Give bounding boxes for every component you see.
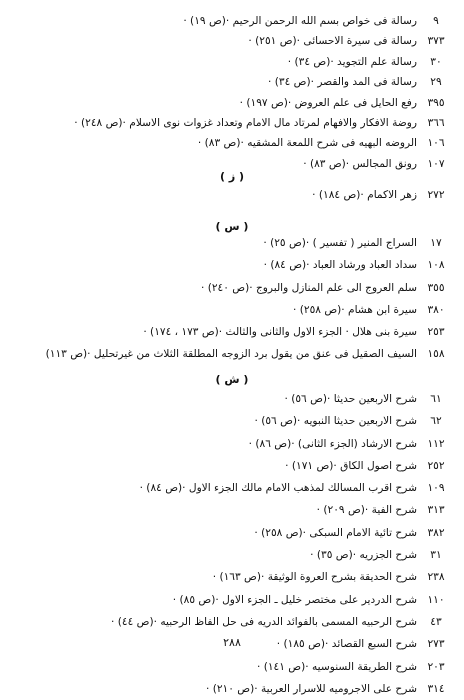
section-zay: [0, 184, 464, 206]
entry-title: السيف الصقيل فى عنق من يقول برد الزوجه المطلقة الثلاث من غيرتحليل ·(ص ١١٣): [45, 348, 417, 361]
index-entry: [0, 277, 464, 299]
section-heading: ( ز ): [219, 170, 245, 183]
index-entry: [0, 611, 464, 633]
index-entry: [0, 678, 464, 700]
index-entry: [0, 589, 464, 611]
entry-number: ٢٧٢: [427, 189, 445, 201]
index-entry: [0, 410, 464, 432]
entry-number: ٣٧٣: [427, 35, 445, 48]
index-entry: [0, 455, 464, 477]
entry-number: ٢٩: [430, 76, 442, 89]
index-entry: [0, 52, 464, 72]
entry-title: شرح الدردير على مختصر خليل ـ الجزء الاول ·(ص ٨٥) ·: [172, 593, 417, 606]
index-entry: [0, 11, 464, 31]
entry-title: سداد العباد ورشاد العباد ·(ص ٨٤) ·: [263, 259, 417, 272]
entry-title: رسالة فى سيرة الاحسائى ·(ص ٢٥١) ·: [248, 35, 417, 48]
index-entry: [0, 522, 464, 544]
entry-number: ٣٨٠: [427, 303, 445, 316]
entry-title: رسالة علم التجويد ·(ص ٣٤) ·: [287, 55, 417, 68]
index-entry: [0, 254, 464, 276]
entry-title: شرح على الاجروميه للاسرار العربية ·(ص ٢١٠) ·: [205, 682, 417, 695]
entry-number: ٦١: [430, 393, 442, 405]
entry-number: ٣١: [430, 549, 442, 562]
entry-title: رسالة فى المد والقصر ·(ص ٣٤) ·: [268, 76, 417, 89]
index-entry: [0, 343, 464, 365]
entry-title: شرح الارشاد (الجزء الثانى) ·(ص ٨٦) ·: [248, 437, 417, 450]
entry-number: ١٠٩: [427, 482, 445, 495]
entry-title: شرح اصول الكاق ·(ص ١٧١) ·: [285, 459, 417, 472]
entry-number: ١١٠: [427, 593, 445, 606]
index-entry: [0, 499, 464, 521]
entry-title: رسالة فى خواص بسم الله الرحمن الرحيم ·(ص ١٩) ·: [183, 15, 417, 27]
entry-title: شرح السبع القصائد ·(ص ١٨٥) ·: [276, 638, 417, 651]
entry-number: ١٥٨: [427, 348, 445, 361]
entry-title: شرح الجزريه ·(ص ٣٥) ·: [310, 549, 417, 562]
entry-number: ٦٢: [430, 415, 442, 428]
index-entry: [0, 477, 464, 499]
entry-title: الروضه البهيه فى شرح اللمعة المشقيه ·(ص ٨٣) ·: [197, 137, 417, 150]
entry-number: ٣٥٥: [427, 281, 445, 294]
section-heading: ( ش ): [215, 373, 249, 386]
entry-title: شرح الفية ·(ص ٢٠٩) ·: [316, 504, 417, 517]
entry-number: ٣٩٥: [427, 96, 445, 109]
entry-number: ٢٥٢: [427, 459, 445, 472]
index-entry: [0, 113, 464, 133]
entry-title: شرح تائية الامام السبكى ·(ص ٢٥٨) ·: [254, 526, 417, 539]
index-entry: [0, 566, 464, 588]
entry-number: ٣٠: [430, 55, 442, 68]
page-number: ٢٨٨: [223, 636, 241, 649]
index-entry: [0, 433, 464, 455]
index-entry: [0, 656, 464, 678]
entry-title: شرح الرحبيه المسمى بالفوائد الدريه فى حل الفاظ الرحبيه ·(ص ٤٤) ·: [111, 615, 417, 628]
section-sin: [0, 232, 464, 366]
entry-number: ٣٨٢: [427, 526, 445, 539]
section-shin: [0, 388, 464, 700]
index-entry: [0, 388, 464, 410]
entry-number: ١٠٨: [427, 259, 445, 272]
entry-title: رونق المجالس ·(ص ٨٣) ·: [303, 157, 417, 170]
entry-title: شرح اقرب المسالك لمذهب الامام مالك الجزء الاول ·(ص ٨٤) ·: [139, 482, 417, 495]
entry-title: روضة الافكار والافهام لمرتاد مال الامام وتعداد غزوات نوى الاسلام ·(ص ٢٤٨) ·: [74, 116, 417, 129]
entry-number: ٩: [433, 15, 439, 27]
entry-title: سلم العروج الى علم المنازل والبروج ·(ص ٢٤٠) ·: [200, 281, 417, 294]
entry-number: ٢٥٣: [427, 326, 445, 339]
entry-title: سيرة بنى هلال · الجزء الاول والثانى والثالث ·(ص ١٧٣ ، ١٧٤) ·: [143, 326, 417, 339]
entry-title: شرح الاربعين حديثا ·(ص ٥٦) ·: [284, 393, 417, 405]
entry-title: زهر الاكمام ·(ص ١٨٤) ·: [312, 189, 417, 201]
index-entry: [0, 72, 464, 92]
entry-title: سيرة ابن هشام ·(ص ٢٥٨) ·: [293, 303, 417, 316]
index-entry: [0, 133, 464, 153]
index-entry: [0, 31, 464, 51]
index-entry: [0, 544, 464, 566]
index-entry: [0, 321, 464, 343]
entry-number: ٤٣: [430, 615, 442, 628]
index-entry: [0, 232, 464, 254]
index-entry: [0, 299, 464, 321]
entry-number: ٣٦٦: [427, 116, 445, 129]
section-heading: ( س ): [215, 220, 249, 233]
entry-title: شرح الطريقة السنوسيه ·(ص ١٤١) ·: [256, 660, 417, 673]
index-entry: [0, 93, 464, 113]
index-entry: [0, 184, 464, 206]
entry-title: السراج المنير ( تفسير ) ·(ص ٢٥) ·: [263, 237, 417, 249]
section-ra: [0, 11, 464, 174]
entry-title: شرح الحديقة بشرح العروة الوثيقة ·(ص ١٦٣) ·: [212, 571, 417, 584]
entry-number: ٢٠٣: [427, 660, 445, 673]
entry-number: ٣١٤: [427, 682, 445, 695]
entry-number: ١٠٦: [427, 137, 445, 150]
entry-title: شرح الاربعين حديثا النبويه ·(ص ٥٦) ·: [254, 415, 417, 428]
entry-number: ١٠٧: [427, 157, 445, 170]
entry-title: رفع الحايل فى علم العروض ·(ص ١٩٧) ·: [239, 96, 417, 109]
entry-number: ٢٧٣: [427, 638, 445, 651]
entry-number: ١١٢: [427, 437, 445, 450]
entry-number: ٣١٣: [427, 504, 445, 517]
entry-number: ١٧: [430, 237, 442, 249]
entry-number: ٢٣٨: [427, 571, 445, 584]
